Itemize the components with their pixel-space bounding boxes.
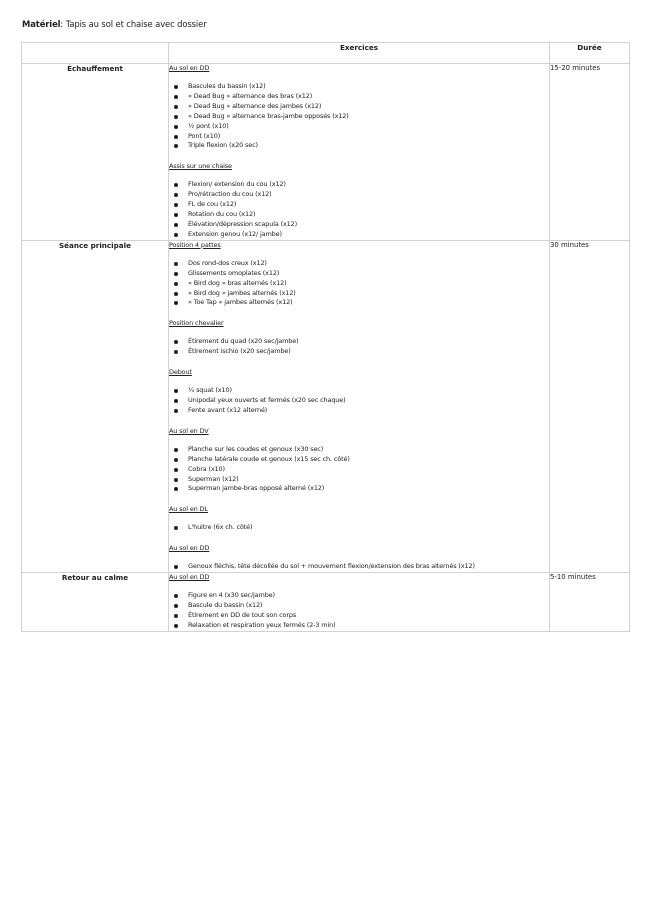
- exercise-group-title: Au sol en DD: [169, 573, 210, 582]
- table-body: [22, 64, 630, 632]
- duration-cell: 5-10 minutes: [550, 573, 630, 632]
- exercise-group-title: Position 4 pattes: [169, 240, 221, 249]
- exercise-item: « Bird dog » bras alternés (x12): [169, 279, 549, 289]
- exercise-item: Glissements omoplates (x12): [169, 269, 549, 279]
- duration-cell: 30 minutes: [550, 240, 630, 572]
- exercise-group-title: Position chevalier: [169, 319, 224, 328]
- exercise-list: [169, 591, 549, 631]
- exercise-item: Étirement du quad (x20 sec/jambe): [169, 337, 549, 347]
- exercise-item: Superman (x12): [169, 475, 549, 485]
- exercise-list: [169, 562, 549, 572]
- exercise-item: Étirement en DD de tout son corps: [169, 611, 549, 621]
- materiel-value: : Tapis au sol et chaise avec dossier: [60, 19, 207, 29]
- exercise-item: Extension genou (x12/ jambe): [169, 230, 549, 240]
- table-row: [22, 64, 630, 241]
- materiel-line: [22, 19, 207, 29]
- header-exercises: Exercices: [169, 43, 550, 64]
- exercise-group-title: Debout: [169, 368, 192, 377]
- exercise-item: Bascule du bassin (x12): [169, 601, 549, 611]
- exercise-item: Pro/rétraction du cou (x12): [169, 190, 549, 200]
- phase-cell: Retour au calme: [22, 573, 169, 632]
- exercise-item: « Dead Bug » alternance des bras (x12): [169, 92, 549, 102]
- exercises-cell: [169, 573, 550, 632]
- exercise-item: « Dead Bug » alternance bras-jambe opposés (x12): [169, 112, 549, 122]
- exercise-item: ¼ squat (x10): [169, 386, 549, 396]
- phase-cell: Séance principale: [22, 240, 169, 572]
- exercise-list: [169, 386, 549, 416]
- exercise-list: [169, 82, 549, 151]
- exercise-plan-table: [21, 42, 630, 632]
- exercise-item: Fente avant (x12 alterné): [169, 406, 549, 416]
- exercise-item: L'huitre (6x ch. côté): [169, 523, 549, 533]
- header-duration: Durée: [550, 43, 630, 64]
- table-row: [22, 240, 630, 572]
- exercise-item: Planche sur les coudes et genoux (x30 sec): [169, 445, 549, 455]
- exercise-group-title: Au sol en DV: [169, 426, 209, 435]
- exercise-group-title: Au sol en DL: [169, 505, 208, 514]
- exercise-list: [169, 445, 549, 495]
- materiel-label: Matériel: [22, 19, 61, 29]
- exercise-item: FL de cou (x12): [169, 200, 549, 210]
- exercise-item: Rotation du cou (x12): [169, 210, 549, 220]
- exercise-list: [169, 523, 549, 533]
- exercise-item: Étirement ischio (x20 sec/jambe): [169, 347, 549, 357]
- exercises-cell: [169, 64, 550, 241]
- exercise-list: [169, 259, 549, 309]
- table-header-row: [22, 43, 630, 64]
- header-phase: [22, 43, 169, 64]
- exercise-item: Relaxation et respiration yeux fermés (2-3 min): [169, 621, 549, 631]
- exercise-list: [169, 337, 549, 357]
- phase-cell: Échauffement: [22, 64, 169, 241]
- table-row: [22, 573, 630, 632]
- exercise-item: « Bird dog » jambes alternés (x12): [169, 289, 549, 299]
- duration-cell: 15-20 minutes: [550, 64, 630, 241]
- exercise-item: « Toe Tap » jambes alternés (x12): [169, 298, 549, 308]
- exercise-item: Cobra (x10): [169, 465, 549, 475]
- exercise-item: Flexion/ extension du cou (x12): [169, 180, 549, 190]
- exercise-item: Genoux fléchis, tête décollée du sol + mouvement flexion/extension des bras alternés (x12): [169, 562, 549, 572]
- exercise-item: Triple flexion (x20 sec): [169, 141, 549, 151]
- exercise-item: Unipodal yeux ouverts et fermés (x20 sec chaque): [169, 396, 549, 406]
- exercise-item: Figure en 4 (x30 sec/jambe): [169, 591, 549, 601]
- exercise-group-title: Assis sur une chaise: [169, 162, 232, 171]
- exercise-item: Superman jambe-bras opposé alterné (x12): [169, 484, 549, 494]
- exercise-group-title: Au sol en DD: [169, 544, 210, 553]
- exercise-item: Dos rond-dos creux (x12): [169, 259, 549, 269]
- exercise-item: « Dead Bug » alternance des jambes (x12): [169, 102, 549, 112]
- exercise-item: ½ pont (x10): [169, 122, 549, 132]
- exercise-item: Planche latérale coude et genoux (x15 sec ch. côté): [169, 455, 549, 465]
- exercise-group-title: Au sol en DD: [169, 64, 210, 72]
- exercise-list: [169, 180, 549, 239]
- exercises-cell: [169, 240, 550, 572]
- exercise-item: Élévation/dépression scapula (x12): [169, 220, 549, 230]
- exercise-item: Bascules du bassin (x12): [169, 82, 549, 92]
- exercise-item: Pont (x10): [169, 132, 549, 142]
